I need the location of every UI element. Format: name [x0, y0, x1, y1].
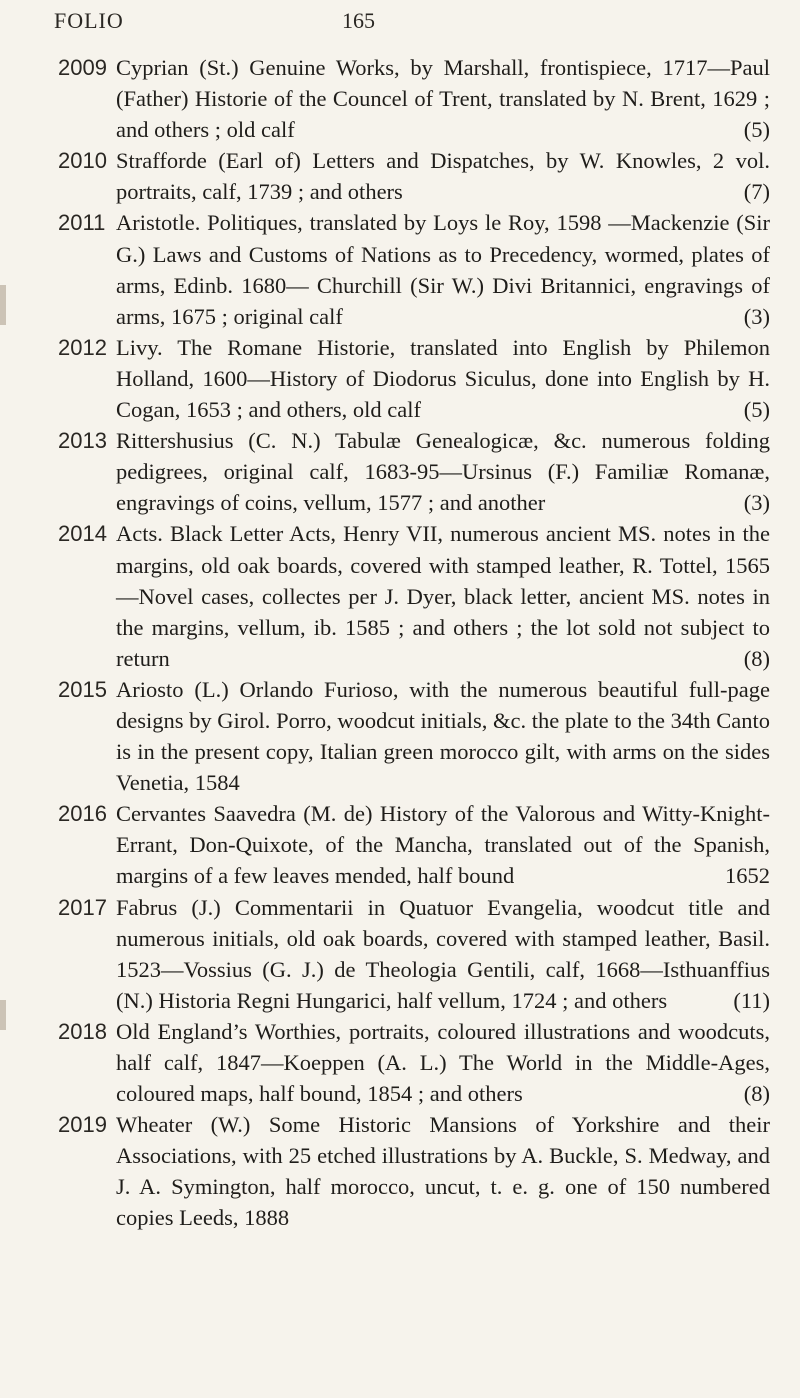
- lot-number: 2016: [58, 801, 107, 827]
- lot-number: 2018: [58, 1018, 107, 1044]
- lot-description: [116, 207, 770, 331]
- lot-text: Cervantes Saavedra (M. de) History of the Valorous and Witty-Knight-Errant, Don-Quixote, of the Mancha, translated out of the Spanish, margins of a few leaves mended, half bound: [116, 801, 770, 889]
- lot-description: [116, 674, 770, 798]
- lot-entry: [0, 518, 800, 673]
- lot-quantity: (11): [733, 987, 770, 1013]
- lot-entry: [0, 1109, 800, 1233]
- lot-text: Aristotle. Politiques, translated by Loys le Roy, 1598 —Mackenzie (Sir G.) Laws and Customs of Nations as to Precedency, wormed, plates of arms, Edinb. 1680— Churchill (Sir W.) Divi Britannici, engravings of arms, 1675 ; original calf: [116, 210, 770, 329]
- lot-description: [116, 892, 770, 1016]
- lot-list: [0, 52, 800, 1234]
- lot-number: 2013: [58, 428, 107, 454]
- lot-quantity: (7): [743, 179, 770, 205]
- page-header: [0, 8, 800, 48]
- lot-entry: [0, 674, 800, 798]
- lot-number: 2017: [58, 894, 107, 920]
- lot-quantity: (3): [743, 303, 770, 329]
- lot-quantity: (8): [743, 1081, 770, 1107]
- lot-text: Old England’s Worthies, portraits, coloured illustrations and woodcuts, half calf, 1847—Koeppen (A. L.) The World in the Middle-Ages, coloured maps, half bound, 1854 ; and others: [116, 1018, 770, 1107]
- lot-description: [116, 518, 770, 673]
- lot-number: 2010: [58, 148, 107, 174]
- lot-number: 2015: [58, 676, 107, 702]
- lot-text: Cyprian (St.) Genuine Works, by Marshall, frontispiece, 1717—Paul (Father) Historie of the Councel of Trent, translated by N. Brent, 1629 ; and others ; old calf: [116, 55, 770, 143]
- lot-text: Acts. Black Letter Acts, Henry VII, numerous ancient MS. notes in the margins, old oak boards, covered with stamped leather, R. Tottel, 1565—Novel cases, collectes per J. Dyer, black letter, ancient MS. notes in the margins, vellum, ib. 1585 ; and others ; the lot sold not subject to return: [116, 521, 770, 671]
- lot-text: Fabrus (J.) Commentarii in Quatuor Evangelia, woodcut title and numerous initials, old oak boards, covered with stamped leather, Basil. 1523—Vossius (G. J.) de Theologia Gentili, calf, 1668—Isthuanffius (N.) Historia Regni Hungarici, half vellum, 1724 ; and others: [116, 894, 770, 1013]
- lot-description: [116, 1109, 770, 1233]
- lot-text: Ariosto (L.) Orlando Furioso, with the numerous beautiful full-page designs by Girol. Porro, woodcut initials, &c. the plate to the 34th Canto is in the present copy, Italian green morocco gilt, with arms on the sides Venetia, 1584: [116, 676, 770, 796]
- lot-entry: [0, 892, 800, 1016]
- lot-entry: [0, 332, 800, 425]
- lot-quantity: (3): [743, 490, 770, 516]
- lot-number: 2014: [58, 521, 107, 547]
- lot-text: Livy. The Romane Historie, translated into English by Philemon Holland, 1600—History of Diodorus Siculus, done into English by H. Cogan, 1653 ; and others, old calf: [116, 334, 770, 423]
- lot-entry: [0, 145, 800, 207]
- lot-text: Strafforde (Earl of) Letters and Dispatches, by W. Knowles, 2 vol. portraits, calf, 1739 ; and others: [116, 148, 770, 205]
- lot-entry: [0, 52, 800, 145]
- lot-description: [116, 145, 770, 207]
- lot-entry: [0, 798, 800, 891]
- lot-description: [116, 52, 770, 145]
- lot-text: Rittershusius (C. N.) Tabulæ Genealogicæ, &c. numerous folding pedigrees, original calf, 1683-95—Ursinus (F.) Familiæ Romanæ, engravings of coins, vellum, 1577 ; and another: [116, 428, 770, 516]
- lot-description: [116, 798, 770, 891]
- running-head-folio: FOLIO: [54, 8, 124, 33]
- page-number: 165: [342, 8, 375, 33]
- lot-entry: [0, 1016, 800, 1109]
- lot-quantity: (5): [743, 397, 770, 423]
- lot-text: Wheater (W.) Some Historic Mansions of Yorkshire and their Associations, with 25 etched illustrations by A. Buckle, S. Medway, and J. A. Symington, half morocco, uncut, t. e. g. one of 150 numbered copies Leeds, 1888: [116, 1112, 770, 1231]
- lot-quantity: (5): [743, 117, 770, 143]
- lot-description: [116, 425, 770, 518]
- lot-description: [116, 332, 770, 425]
- lot-entry: [0, 207, 800, 331]
- lot-quantity: (8): [743, 645, 770, 671]
- lot-number: 2012: [58, 334, 107, 360]
- lot-entry: [0, 425, 800, 518]
- lot-number: 2009: [58, 55, 107, 80]
- lot-number: 2019: [58, 1112, 107, 1138]
- lot-quantity: 1652: [725, 863, 770, 889]
- lot-number: 2011: [58, 210, 106, 236]
- lot-description: [116, 1016, 770, 1109]
